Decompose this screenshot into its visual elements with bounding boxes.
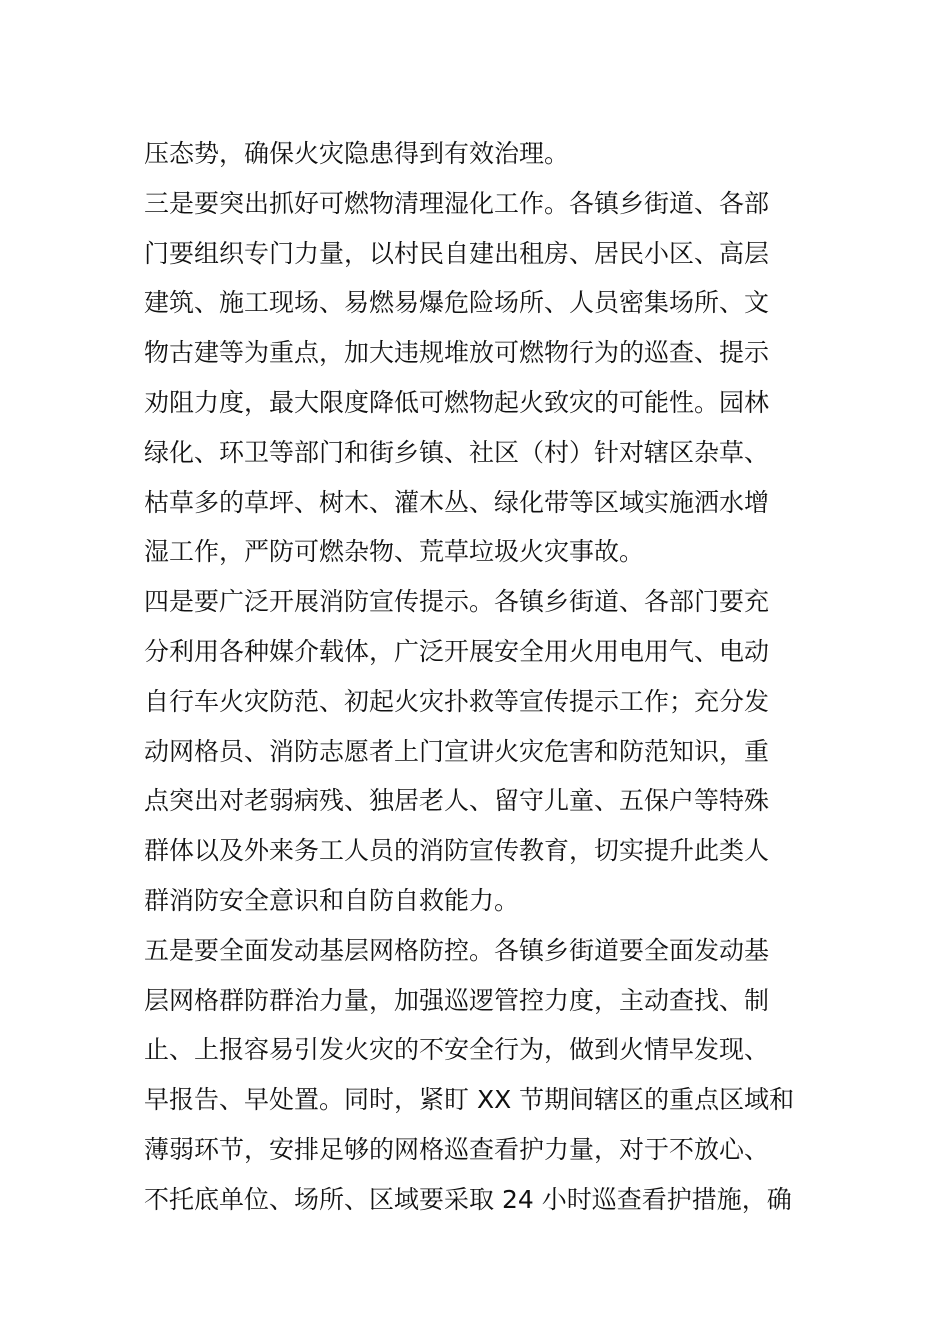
text-line: 止、上报容易引发火灾的不安全行为，做到火情早发现、 xyxy=(144,1035,770,1065)
text-line: 湿工作，严防可燃杂物、荒草垃圾火灾事故。 xyxy=(144,537,645,567)
text-line: 门要组织专门力量，以村民自建出租房、居民小区、高层 xyxy=(144,238,770,268)
text-line: 动网格员、消防志愿者上门宣讲火灾危害和防范知识，重 xyxy=(144,736,770,766)
text-line: 层网格群防群治力量，加强巡逻管控力度，主动查找、制 xyxy=(144,985,770,1015)
text-line: 分利用各种媒介载体，广泛开展安全用火用电用气、电动 xyxy=(144,636,770,666)
body-text xyxy=(144,129,814,1225)
text-line: 不托底单位、场所、区域要采取 24 小时巡查看护措施，确 xyxy=(144,1184,792,1214)
text-line: 三是要突出抓好可燃物清理湿化工作。各镇乡街道、各部 xyxy=(144,188,770,218)
text-line: 四是要广泛开展消防宣传提示。各镇乡街道、各部门要充 xyxy=(144,587,770,617)
text-line: 枯草多的草坪、树木、灌木丛、绿化带等区域实施洒水增 xyxy=(144,487,770,517)
text-line: 早报告、早处置。同时，紧盯 XX 节期间辖区的重点区域和 xyxy=(144,1085,795,1115)
text-line: 物古建等为重点，加大违规堆放可燃物行为的巡查、提示 xyxy=(144,338,770,368)
text-line: 建筑、施工现场、易燃易爆危险场所、人员密集场所、文 xyxy=(144,288,770,318)
text-line: 群消防安全意识和自防自救能力。 xyxy=(144,885,520,915)
text-line: 薄弱环节，安排足够的网格巡查看护力量，对于不放心、 xyxy=(144,1134,770,1164)
text-line: 绿化、环卫等部门和街乡镇、社区（村）针对辖区杂草、 xyxy=(144,437,770,467)
text-line: 劝阻力度，最大限度降低可燃物起火致灾的可能性。园林 xyxy=(144,387,770,417)
text-line: 群体以及外来务工人员的消防宣传教育，切实提升此类人 xyxy=(144,836,770,866)
text-line: 压态势，确保火灾隐患得到有效治理。 xyxy=(144,139,570,168)
text-line: 五是要全面发动基层网格防控。各镇乡街道要全面发动基 xyxy=(144,935,770,965)
text-line: 自行车火灾防范、初起火灾扑救等宣传提示工作；充分发 xyxy=(144,686,770,716)
text-line: 点突出对老弱病残、独居老人、留守儿童、五保户等特殊 xyxy=(144,786,770,816)
